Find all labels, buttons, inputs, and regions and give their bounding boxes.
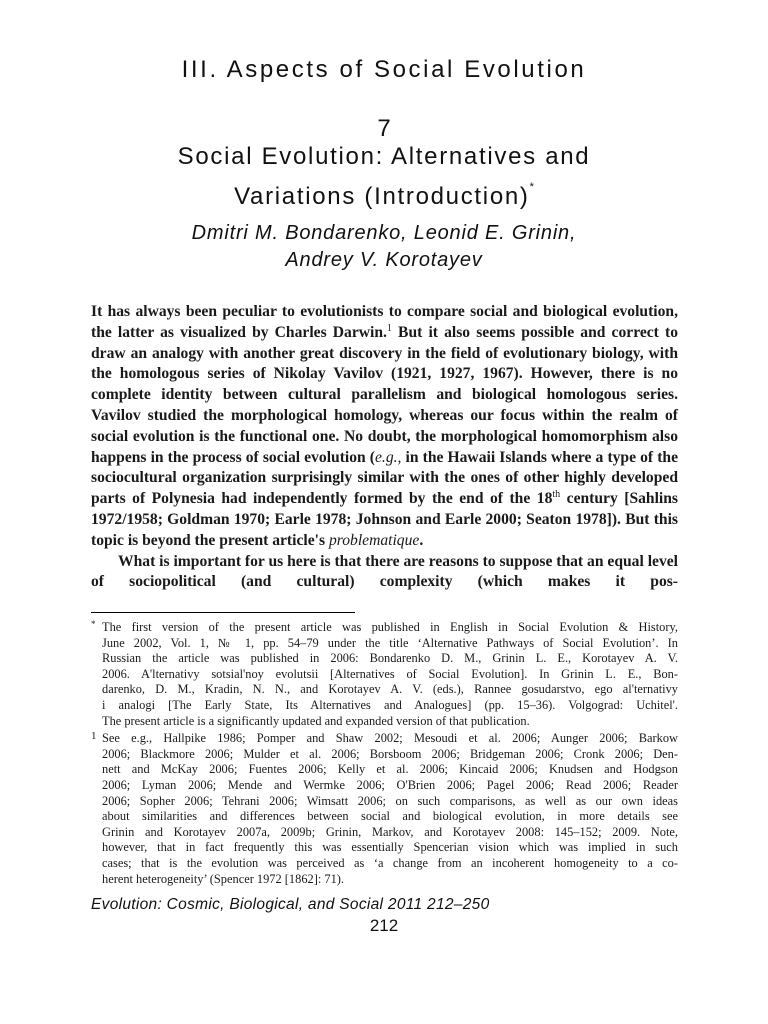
authors [0, 220, 768, 274]
footnote-line: cases; that is the evolution was perceived as ‘a change from an incoherent homogeneity to a co- [102, 855, 678, 870]
footnote-line: herent heterogeneity’ (Spencer 1972 [1862]: 71). [102, 871, 344, 886]
footnote-line: nett and McKay 2006; Fuentes 2006; Kelly et al. 2006; Kincaid 2006; Knudsen and Hodgson [102, 762, 678, 777]
footnote-line: The present article is a significantly updated and expanded version of that publication. [102, 713, 530, 728]
chapter-title [0, 142, 768, 212]
footnote-star-mark: * [91, 619, 96, 629]
footnote-line: 2006; Blackmore 2006; Mulder et al. 2006; Borsboom 2006; Bridgeman 2006; Cronk 2006; Den- [102, 746, 678, 761]
chapter-title-line-1: Social Evolution: Alternatives and [177, 143, 591, 170]
paragraph-1: It has always been peculiar to evolutionists to compare social and biological evolution, the latter as visualized by Charles Darwin.$^1$ But it also seems possible and correct to draw an analogy with another great discovery in the field of evolutionary biology, with the homologous series of Nikolay Vavilov (1921, 1927, 1967). However, there is no complete identity between cultural parallelism and biological homologous series. Vavilov studied the morphological homology, whereas our focus within the realm of social evolution is the functional one. No doubt, the morphological homomorphism also happens in the process of social evolution (e.g., in the Hawaii Islands where a type of the sociocultural organization surprisingly similar with the ones of other highly developed parts of Polynesia had independently formed by the end of the 18th century [Sahlins 1972/1958; Goldman 1970; Earle 1978; Johnson and Earle 2000; Seaton 1978]). But this topic is beyond the present article's problematique. [91, 303, 679, 549]
page-number: 212 [369, 916, 399, 935]
footnote-1-mark: 1 [91, 730, 97, 743]
footnote-1 [91, 731, 678, 887]
footnote-line: June 2002, Vol. 1, № 1, pp. 54–79 under the title ‘Alternative Pathways of Social Evolution’. In [102, 635, 678, 650]
footnote-line: Grinin and Korotayev 2007a, 2009b; Grinin, Markov, and Korotayev 2008: 145–152; 2009. Note, [102, 824, 678, 839]
chapter-title-line-2: Variations (Introduction)* [234, 181, 534, 210]
journal-citation: Evolution: Cosmic, Biological, and Social 2011 212–250 [91, 896, 490, 913]
footnote-line: about similarities and differences between social and biological evolution, in more details see [102, 809, 678, 824]
footnote-star [91, 620, 678, 729]
footnote-line: darenko, D. M., Kradin, N. N., and Korotayev A. V. (eds.), Rannee gosudarstvo, ego al'ternativy [102, 682, 678, 697]
footnote-line: 2006. A'lternativy sotsial'noy evolutsii [Alternatives of Social Evolution]. In Grinin L. E., Bon- [102, 666, 678, 681]
title-footnote-mark[interactable]: * [529, 181, 534, 193]
footnote-ref-1[interactable]: 1 [386, 322, 392, 334]
footnote-line: See e.g., Hallpike 1986; Pomper and Shaw 2002; Mesoudi et al. 2006; Aunger 2006; Barkow [102, 731, 678, 746]
footnote-divider [91, 612, 355, 613]
paragraph-2: What is important for us here is that there are reasons to suppose that an equal level of sociopolitical (and cultural) complexity (which makes it pos- [91, 552, 678, 591]
body-text [91, 302, 678, 593]
chapter-number: 7 [377, 115, 391, 142]
footnotes [91, 620, 678, 887]
authors-line-1: Dmitri M. Bondarenko, Leonid E. Grinin, [191, 222, 577, 244]
footnote-line: 2006; Lyman 2006; Mende and Wermke 2006; O'Brien 2006; Pagel 2006; Read 2006; Reader [102, 777, 678, 792]
footnote-line: 2006; Sopher 2006; Tehrani 2006; Wimsatt 2006; on such comparisons, as well as our own ideas [102, 793, 678, 808]
footnote-line: however, that in fact frequently this was essentially Spencerian vision which was implied in such [102, 840, 678, 855]
ordinal-suffix: th [552, 488, 561, 500]
part-title: III. Aspects of Social Evolution [181, 56, 587, 83]
footnote-line: i analogi [The Early State, Its Alternatives and Analogues] (pp. 15–36). Volgograd: Uchitel'. [102, 697, 678, 712]
footnote-line: The first version of the present article was published in English in Social Evolution & History, [102, 620, 678, 634]
footnote-line: Russian the article was published in 2006: Bondarenko D. M., Grinin L. E., Korotayev A. V. [102, 651, 678, 666]
authors-line-2: Andrey V. Korotayev [285, 249, 483, 271]
